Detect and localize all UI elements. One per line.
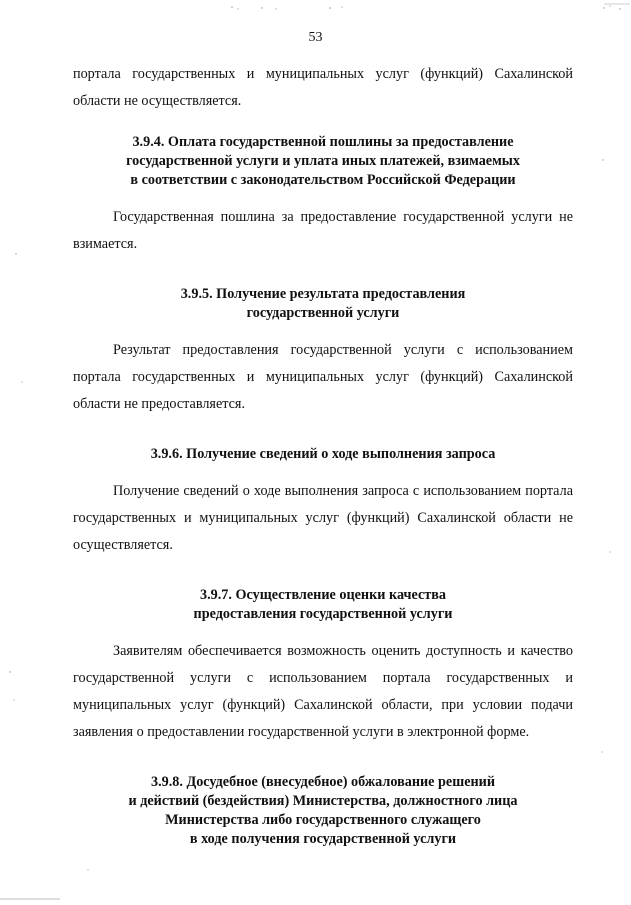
page-number: 53 — [308, 30, 323, 45]
section-paragraph-3-9-5: Результат предоставления государственной услуги с использованием портала государственных и муниципальных услуг (функций) Сахалинской области не предоставляется. — [73, 342, 573, 412]
heading-line: и действий (бездействия) Министерства, должностного лица — [128, 793, 518, 809]
heading-line: государственной услуги — [246, 305, 400, 321]
section-heading-3-9-7 — [73, 586, 573, 624]
heading-line: в ходе получения государственной услуги — [189, 831, 457, 847]
heading-line: государственной услуги и уплата иных платежей, взимаемых — [126, 153, 520, 169]
heading-line: в соответствии с законодательством Российской Федерации — [130, 172, 516, 188]
document-body — [73, 61, 573, 849]
intro-paragraph: портала государственных и муниципальных услуг (функций) Сахалинской области не осуществляется. — [73, 66, 573, 109]
section-paragraph-3-9-6: Получение сведений о ходе выполнения запроса с использованием портала государственных и муниципальных услуг (функций) Сахалинской области не осуществляется. — [73, 483, 573, 553]
section-heading-3-9-8 — [73, 773, 573, 849]
heading-line: 3.9.4. Оплата государственной пошлины за предоставление — [132, 134, 514, 150]
heading-line: Министерства либо государственного служащего — [165, 812, 481, 828]
heading-line: 3.9.8. Досудебное (внесудебное) обжалование решений — [150, 774, 496, 790]
section-heading-3-9-5 — [73, 285, 573, 323]
heading-line: 3.9.6. Получение сведений о ходе выполнения запроса — [150, 446, 496, 462]
section-heading-3-9-6 — [73, 445, 573, 464]
heading-line: 3.9.7. Осуществление оценки качества — [200, 587, 446, 603]
section-paragraph-3-9-4: Государственная пошлина за предоставление государственной услуги не взимается. — [73, 209, 573, 252]
section-heading-3-9-4 — [73, 133, 573, 190]
section-paragraph-3-9-7: Заявителям обеспечивается возможность оценить доступность и качество государственной услуги с использованием портала государственных и муниципальных услуг (функций) Сахалинской области, при условии подачи заявления о предоставлении государственной услуги в электронной форме. — [73, 643, 573, 740]
heading-line: предоставления государственной услуги — [193, 606, 453, 622]
heading-line: 3.9.5. Получение результата предоставления — [180, 286, 466, 302]
